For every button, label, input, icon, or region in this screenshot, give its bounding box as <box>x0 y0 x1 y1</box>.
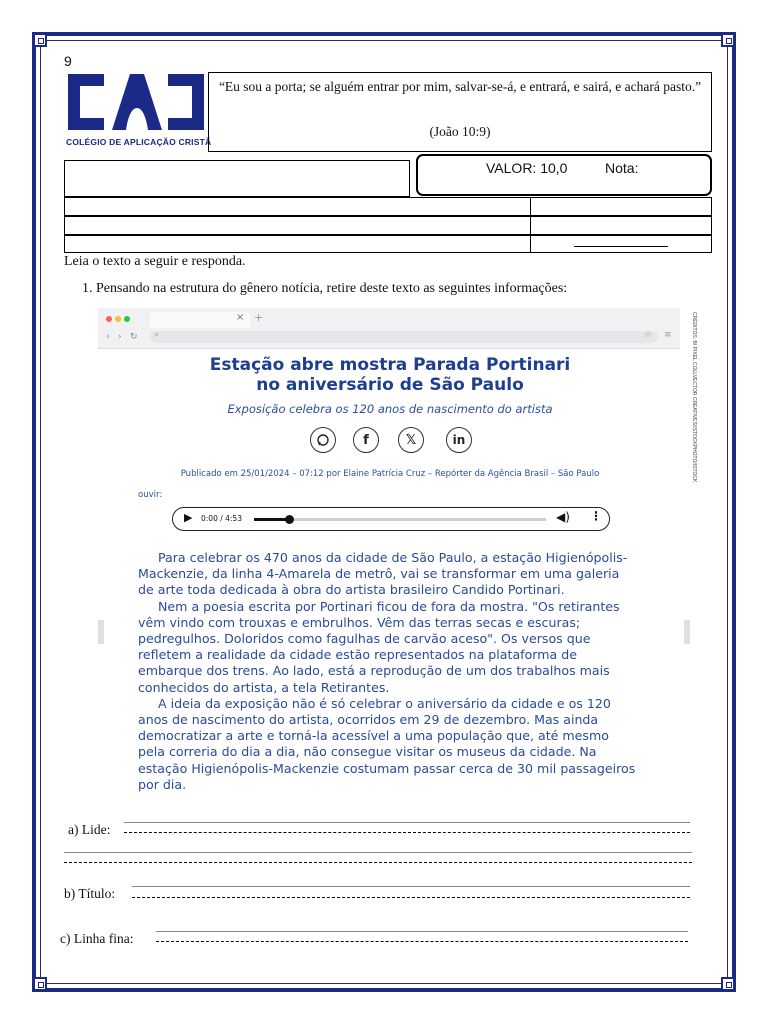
date-line <box>574 246 668 247</box>
close-dot-icon <box>106 316 112 322</box>
nota-label: Nota: <box>605 160 639 176</box>
school-name: COLÉGIO DE APLICAÇÃO CRISTÃ <box>66 137 212 147</box>
whatsapp-icon <box>310 427 336 453</box>
minimize-dot-icon <box>115 316 121 322</box>
new-tab-icon: + <box>254 311 264 324</box>
answer-b-field[interactable] <box>132 897 690 898</box>
answer-a-field[interactable] <box>124 832 690 833</box>
article-headline <box>110 355 670 395</box>
answer-c-field[interactable] <box>156 941 688 942</box>
instructions: Leia o texto a seguir e responda. <box>64 254 246 269</box>
answer-line <box>132 886 690 887</box>
more-options-icon[interactable]: ⋮ <box>590 509 602 523</box>
bible-quote: “Eu sou a porta; se alguém entrar por mim, salvar-se-á, e entrará, e sairá, e achará pasto.” <box>218 79 702 94</box>
answer-b-label: b) Título: <box>64 886 116 901</box>
player-track[interactable] <box>254 518 546 521</box>
close-tab-icon: × <box>236 312 245 323</box>
play-icon[interactable]: ▶ <box>184 511 193 524</box>
facebook-icon: f <box>353 427 379 453</box>
corner-ornament-bottom-right <box>721 977 735 991</box>
maximize-dot-icon <box>124 316 130 322</box>
x-icon: 𝕏 <box>398 427 424 453</box>
back-icon: ‹ <box>106 332 110 342</box>
browser-tab <box>150 312 250 328</box>
volume-icon[interactable]: ◀) <box>556 510 570 524</box>
corner-ornament-top-right <box>721 33 735 47</box>
search-icon: ⌕ <box>154 330 160 340</box>
address-bar <box>150 331 658 343</box>
answer-c-label: c) Linha fina: <box>60 931 134 946</box>
quote-reference: (João 10:9) <box>429 124 491 139</box>
player-time: 0:00 / 4:53 <box>201 514 242 523</box>
headline-line-2: no aniversário de São Paulo <box>256 375 524 395</box>
article-byline: Publicado em 25/01/2024 – 07:12 por Elaine Patrícia Cruz – Repórter da Agência Brasil – São Paulo <box>180 469 600 479</box>
scroll-band <box>684 620 690 644</box>
image-credit: CRÉDITOS: BI PIXEL COLLVECTOR CREATIVES/ISTOCKPHOTO/ISTOCK <box>691 312 697 483</box>
answer-a-field-2[interactable] <box>64 862 692 863</box>
article-paragraph: Nem a poesia escrita por Portinari ficou de fora da mostra. "Os retirantes vêm vindo com trouxas e embrulhos. Vêm das terras secas e escuras; pedregulhos. Doloridos como fagulhas de carvão aceso". Os versos que refletem a realidade da cidade estão representados na plataforma de embarque dos trens. Ao lado, está a reprodução de um dos trabalhos mais conhecidos do artista, a tela Retirantes. <box>138 598 620 695</box>
answer-line <box>64 852 692 853</box>
headline-line-1: Estação abre mostra Parada Portinari <box>209 355 571 375</box>
forward-icon: › <box>118 332 122 342</box>
header-row-cell[interactable] <box>530 216 712 235</box>
article-body <box>138 550 638 793</box>
header-row-cell[interactable] <box>530 197 712 216</box>
page-number: 9 <box>64 53 72 69</box>
answer-line <box>156 931 688 932</box>
student-name-field[interactable] <box>64 160 410 197</box>
player-progress <box>254 518 289 521</box>
scroll-band <box>98 620 104 644</box>
question-1: 1. Pensando na estrutura do gênero notícia, retire deste texto as seguintes informações: <box>82 281 568 296</box>
player-scrubber[interactable] <box>285 515 294 524</box>
corner-ornament-bottom-left <box>33 977 47 991</box>
answer-line <box>124 822 690 823</box>
article-paragraph: A ideia da exposição não é só celebrar o aniversário da cidade e os 120 anos de nascimento do artista, ocorridos em 29 de dezembro. Mas ainda democratizar a arte e torná-la acessível a uma população que, até mesmo pela correria do dia a dia, não consegue visitar os museus da cidade. Na estação Higienópolis-Mackenzie costumam passar cerca de 30 mil passageiros por dia. <box>138 695 636 792</box>
corner-ornament-top-left <box>33 33 47 47</box>
answer-a-label: a) Lide: <box>68 822 111 837</box>
listen-label: ouvir: <box>138 490 163 500</box>
menu-icon: ≡ <box>664 330 672 340</box>
article-paragraph: Para celebrar os 470 anos da cidade de São Paulo, a estação Higienópolis-Mackenzie, da linha 4-Amarela de metrô, vai se transformar em uma galeria de arte toda dedicada à obra do artista brasileiro Candido Portinari. <box>138 550 628 598</box>
header-row-cell[interactable] <box>530 235 712 253</box>
linkedin-icon: in <box>446 427 472 453</box>
valor-label: VALOR: 10,0 <box>486 160 568 176</box>
reload-icon: ↻ <box>130 332 138 342</box>
star-icon: ☆ <box>644 330 653 340</box>
article-subheadline: Exposição celebra os 120 anos de nascimento do artista <box>227 402 553 416</box>
